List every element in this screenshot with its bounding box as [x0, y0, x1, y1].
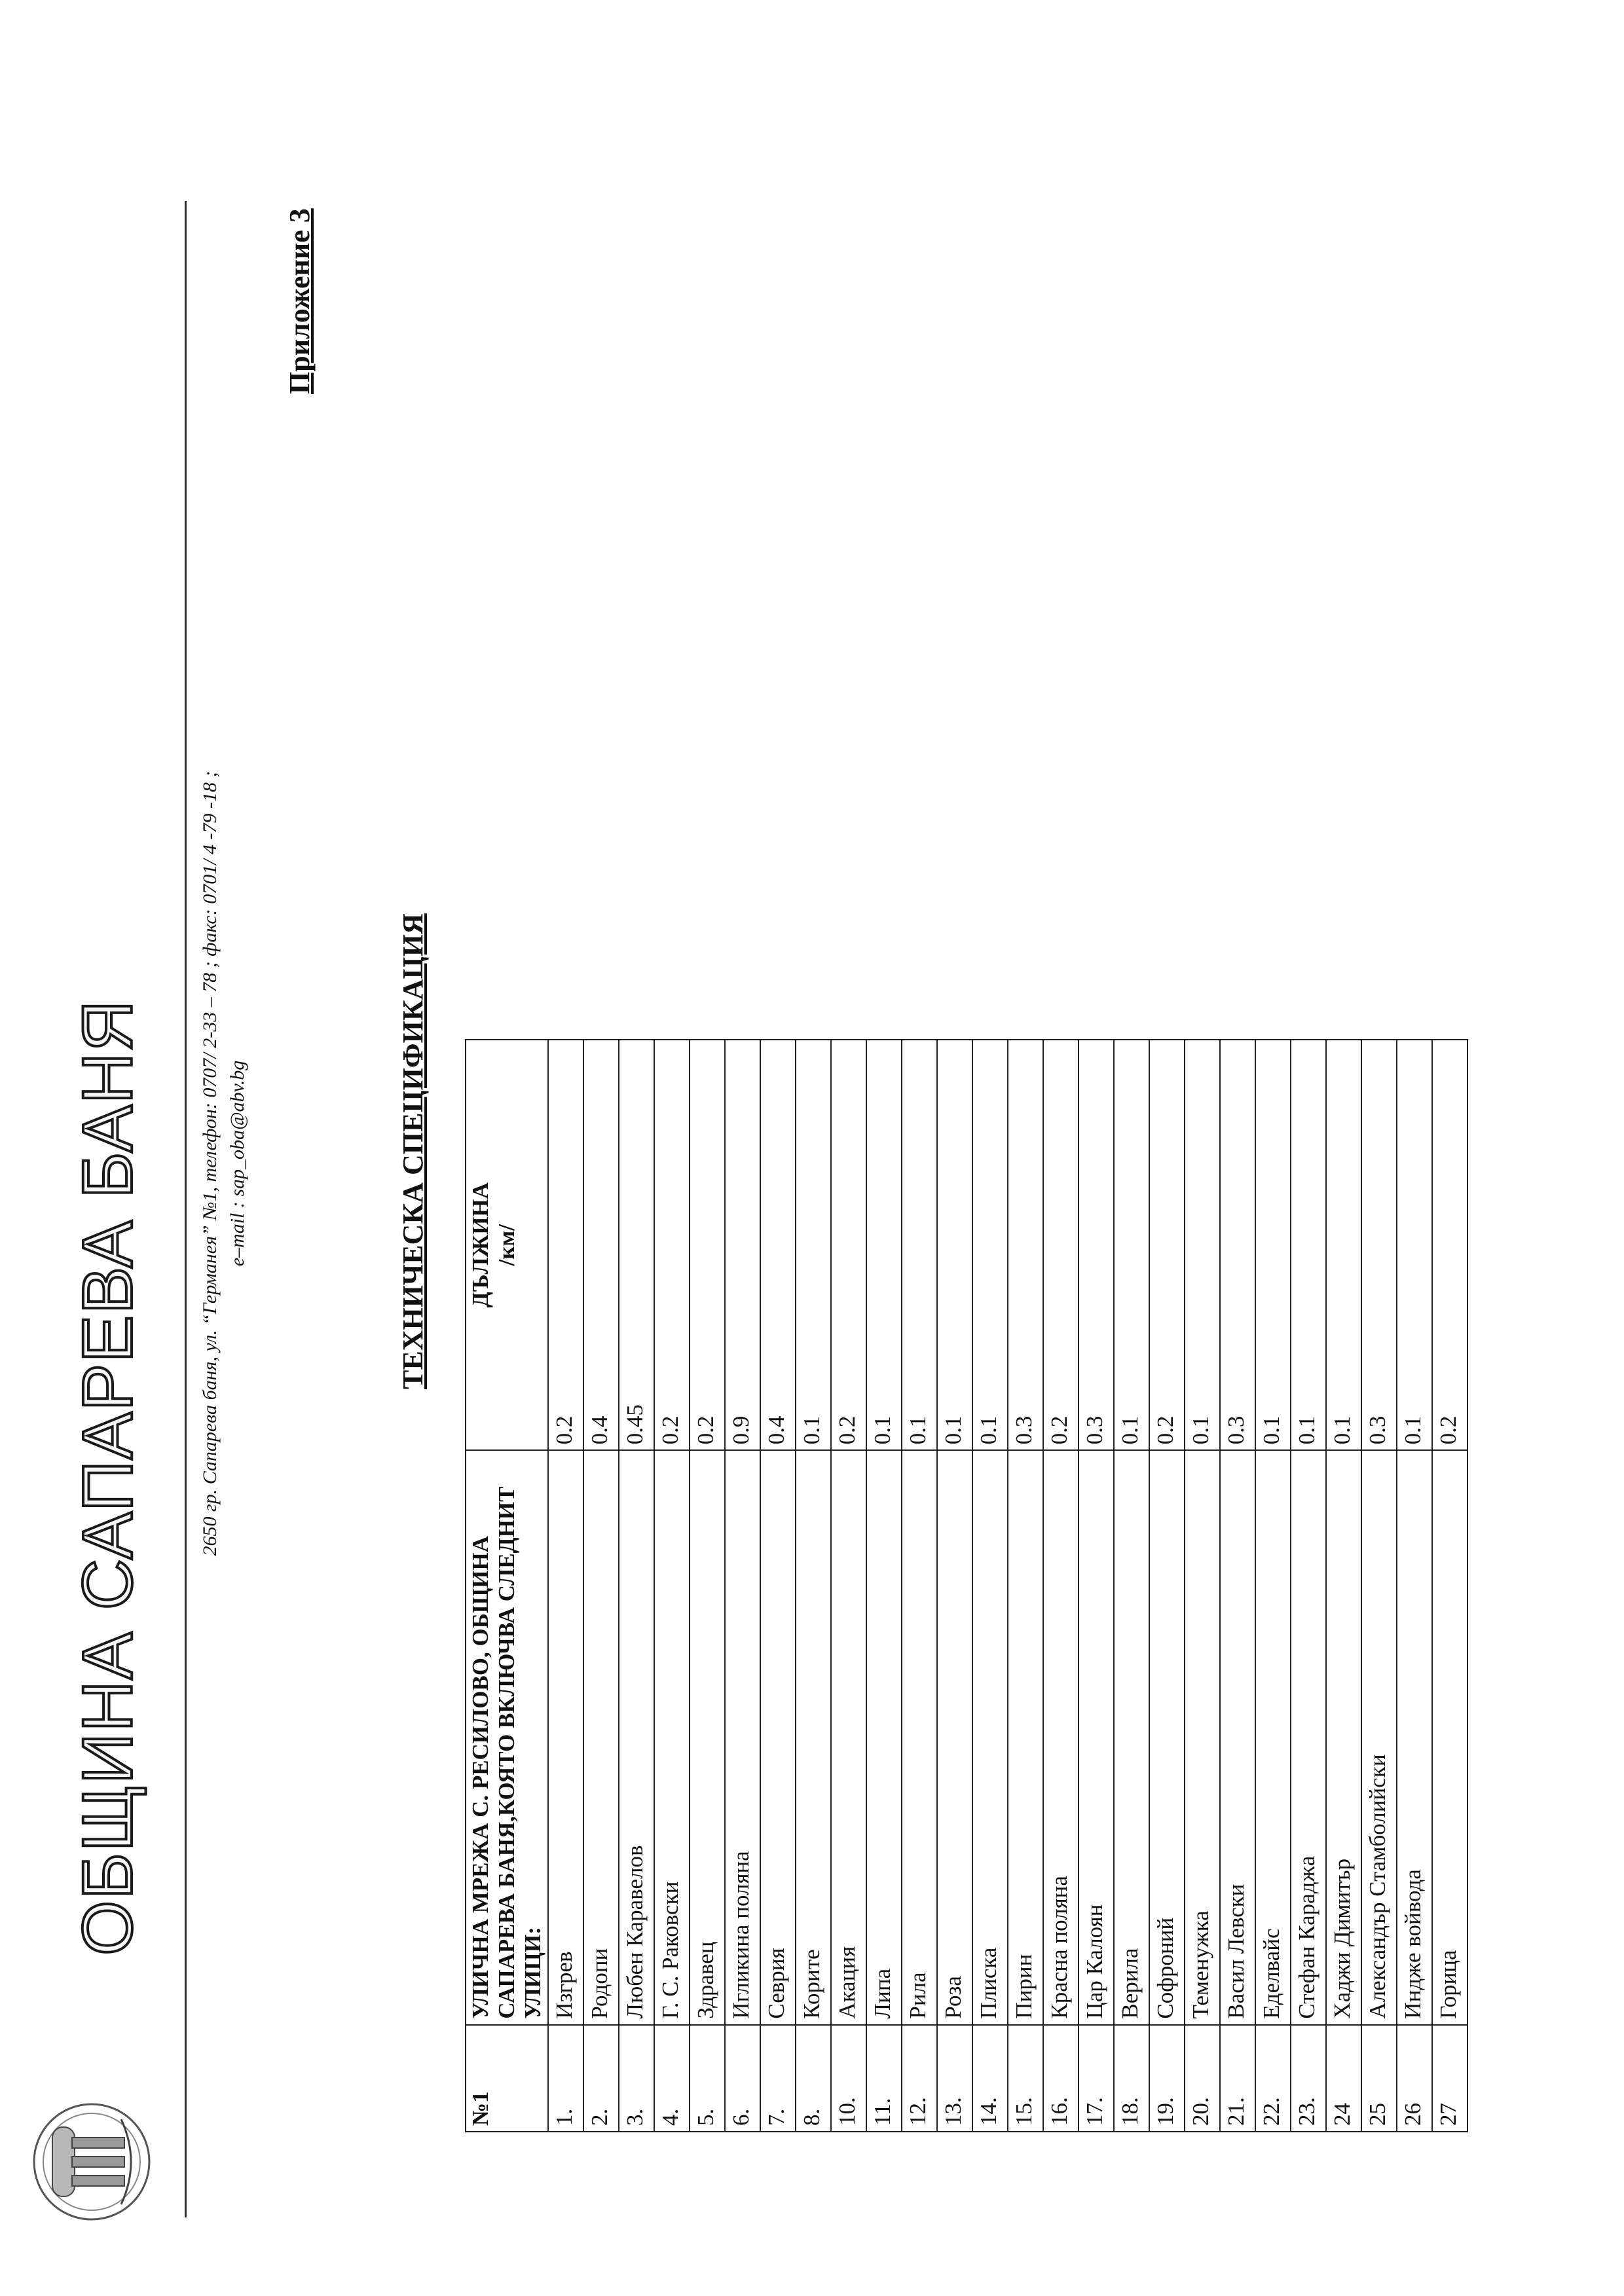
street-name: Индже войвода: [1397, 1450, 1432, 2024]
street-name: Васил Левски: [1220, 1450, 1255, 2024]
street-length: 0.3: [1079, 1040, 1114, 1450]
table-row: [1220, 1040, 1255, 2132]
row-number: 12.: [902, 2025, 937, 2132]
row-number: 14.: [972, 2025, 1008, 2132]
street-length: 0.3: [1220, 1040, 1255, 1450]
street-length: 0.1: [796, 1040, 831, 1450]
street-length: 0.2: [1432, 1040, 1467, 1450]
document-title: ТЕХНИЧЕСКА СПЕЦИФИКАЦИЯ: [397, 913, 429, 1389]
row-number: 3.: [619, 2025, 654, 2132]
street-name: Акация: [831, 1450, 866, 2024]
header-divider: [185, 201, 187, 2217]
street-name: Верила: [1114, 1450, 1149, 2024]
street-length: 0.2: [1043, 1040, 1079, 1450]
address-line: 2650 гр. Сапарева баня, ул. “Германея” №1, телефон: 0707/ 2-33 – 78 ; факс: 0701/ 4 -79 -18 ;: [199, 771, 221, 1556]
table-row: [654, 1040, 690, 2132]
street-name: Здравец: [690, 1450, 725, 2024]
table-row: [583, 1040, 619, 2132]
street-length: 0.1: [1255, 1040, 1291, 1450]
table-row: [1149, 1040, 1185, 2132]
street-length: 0.1: [972, 1040, 1008, 1450]
table-row: [619, 1040, 654, 2132]
table-row: [690, 1040, 725, 2132]
street-length: 0.1: [1326, 1040, 1361, 1450]
street-name: Красна поляна: [1043, 1450, 1079, 2024]
table-row: [548, 1040, 583, 2132]
row-number: 22.: [1255, 2025, 1291, 2132]
row-number: 19.: [1149, 2025, 1185, 2132]
table-row: [1361, 1040, 1397, 2132]
street-length: 0.1: [902, 1040, 937, 1450]
appendix-label: Приложение 3: [284, 208, 316, 394]
street-name: Игликина поляна: [725, 1450, 760, 2024]
row-number: 1.: [548, 2025, 583, 2132]
table-row: [760, 1040, 796, 2132]
table-body: [548, 1040, 1467, 2132]
header-line: /км/: [494, 1224, 519, 1266]
row-number: 21.: [1220, 2025, 1255, 2132]
table-row: [937, 1040, 972, 2132]
street-length: 0.2: [548, 1040, 583, 1450]
row-number: 5.: [690, 2025, 725, 2132]
row-number: 26: [1397, 2025, 1432, 2132]
municipality-title: ОБЩИНА САПАРЕВА БАНЯ: [67, 999, 147, 1956]
table-row: [1079, 1040, 1114, 2132]
street-name: Теменужка: [1185, 1450, 1220, 2024]
table-row: [796, 1040, 831, 2132]
email-line: e–mail : sap_oba@abv.bg: [227, 1060, 248, 1267]
row-number: 23.: [1291, 2025, 1326, 2132]
street-name: Стефан Караджа: [1291, 1450, 1326, 2024]
row-number: 16.: [1043, 2025, 1079, 2132]
row-number: 15.: [1008, 2025, 1043, 2132]
street-name: Роза: [937, 1450, 972, 2024]
municipality-logo-icon: [23, 2100, 154, 2224]
row-number: 2.: [583, 2025, 619, 2132]
street-name: Горица: [1432, 1450, 1467, 2024]
streets-table: [465, 1039, 1468, 2132]
table-row: [1326, 1040, 1361, 2132]
street-name: Любен Каравелов: [619, 1450, 654, 2024]
table-row: [902, 1040, 937, 2132]
street-name: Цар Калоян: [1079, 1450, 1114, 2024]
street-name: Г. С. Раковски: [654, 1450, 690, 2024]
header-length: [466, 1040, 548, 1450]
address-block: [196, 738, 251, 1589]
row-number: 6.: [725, 2025, 760, 2132]
street-name: Корите: [796, 1450, 831, 2024]
row-number: 4.: [654, 2025, 690, 2132]
header-number: №1: [466, 2025, 548, 2132]
header-line: САПАРЕВА БАНЯ,КОЯТО ВКЛЮЧВА СЛЕДНИТ: [494, 1486, 519, 2019]
street-length: 0.1: [937, 1040, 972, 1450]
row-number: 24: [1326, 2025, 1361, 2132]
street-length: 0.45: [619, 1040, 654, 1450]
street-name: Плиска: [972, 1450, 1008, 2024]
street-length: 0.4: [760, 1040, 796, 1450]
street-length: 0.2: [654, 1040, 690, 1450]
street-length: 0.4: [583, 1040, 619, 1450]
street-name: Александър Стамболийски: [1361, 1450, 1397, 2024]
street-length: 0.9: [725, 1040, 760, 1450]
street-length: 0.2: [831, 1040, 866, 1450]
table-row: [866, 1040, 902, 2132]
table-row: [1255, 1040, 1291, 2132]
row-number: 25: [1361, 2025, 1397, 2132]
row-number: 10.: [831, 2025, 866, 2132]
table-row: [972, 1040, 1008, 2132]
row-number: 7.: [760, 2025, 796, 2132]
street-length: 0.1: [1397, 1040, 1432, 1450]
header-line: УЛИЦИ:: [520, 1927, 545, 2019]
street-name: Еделвайс: [1255, 1450, 1291, 2024]
street-length: 0.3: [1361, 1040, 1397, 1450]
table-row: [1291, 1040, 1326, 2132]
table-header-row: [466, 1040, 548, 2132]
row-number: 17.: [1079, 2025, 1114, 2132]
row-number: 27: [1432, 2025, 1467, 2132]
street-length: 0.1: [1185, 1040, 1220, 1450]
street-length: 0.1: [866, 1040, 902, 1450]
street-name: Родопи: [583, 1450, 619, 2024]
header-line: УЛИЧНА МРЕЖА С. РЕСИЛОВО, ОБЩИНА: [468, 1535, 493, 2019]
street-name: Рила: [902, 1450, 937, 2024]
street-length: 0.1: [1291, 1040, 1326, 1450]
table-row: [725, 1040, 760, 2132]
table-row: [831, 1040, 866, 2132]
street-length: 0.3: [1008, 1040, 1043, 1450]
table-row: [1397, 1040, 1432, 2132]
street-name: Севрия: [760, 1450, 796, 2024]
header-line: ДЪЛЖИНА: [468, 1182, 493, 1308]
street-name: Софроний: [1149, 1450, 1185, 2024]
table-row: [1432, 1040, 1467, 2132]
table-row: [1185, 1040, 1220, 2132]
row-number: 13.: [937, 2025, 972, 2132]
street-length: 0.2: [1149, 1040, 1185, 1450]
street-name: Хаджи Димитър: [1326, 1450, 1361, 2024]
row-number: 18.: [1114, 2025, 1149, 2132]
street-name: Пирин: [1008, 1450, 1043, 2024]
header-street-name: [466, 1450, 548, 2024]
street-name: Изгрев: [548, 1450, 583, 2024]
street-name: Липа: [866, 1450, 902, 2024]
row-number: 8.: [796, 2025, 831, 2132]
street-length: 0.2: [690, 1040, 725, 1450]
row-number: 11.: [866, 2025, 902, 2132]
table-row: [1043, 1040, 1079, 2132]
street-length: 0.1: [1114, 1040, 1149, 1450]
table-row: [1008, 1040, 1043, 2132]
row-number: 20.: [1185, 2025, 1220, 2132]
table-row: [1114, 1040, 1149, 2132]
